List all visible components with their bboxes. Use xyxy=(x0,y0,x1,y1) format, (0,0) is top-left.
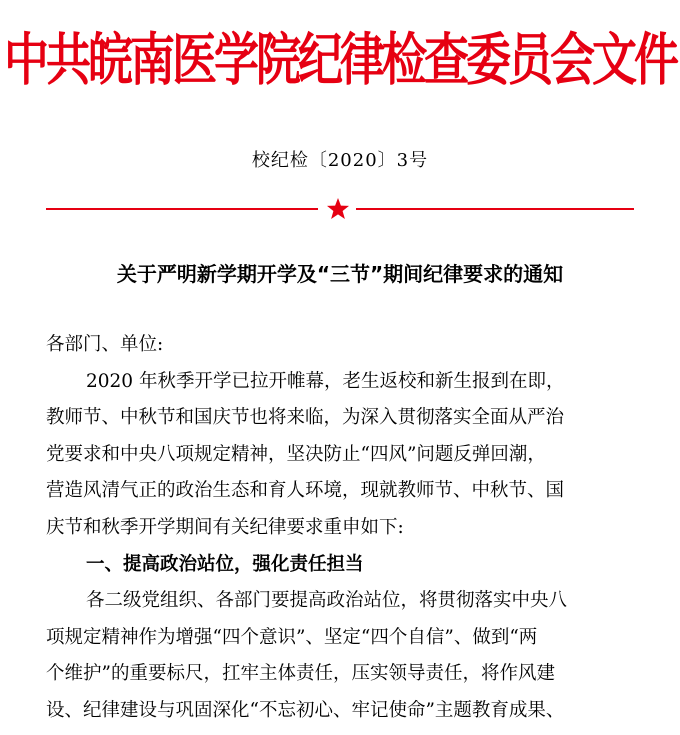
star-icon xyxy=(326,197,350,221)
red-divider-right xyxy=(356,208,634,210)
paragraph-line: 营造风清气正的政治生态和育人环境，现就教师节、中秋节、国 xyxy=(46,480,565,502)
section-heading: 一、提高政治站位，强化责任担当 xyxy=(86,553,364,575)
red-divider-left xyxy=(46,208,318,210)
document-header-title: 中共皖南医学院纪律检查委员会文件 xyxy=(3,26,676,93)
paragraph-line: 庆节和秋季开学期间有关纪律要求重申如下: xyxy=(46,516,404,538)
paragraph-line: 各二级党组织、各部门要提高政治站位，将贯彻落实中央八 xyxy=(86,590,568,612)
paragraph-1 xyxy=(46,364,638,547)
paragraph-line: 项规定精神作为增强“四个意识”、坚定“四个自信”、做到“两 xyxy=(46,626,538,648)
paragraph-2 xyxy=(46,583,638,729)
paragraph-line: 2020 年秋季开学已拉开帷幕，老生返校和新生报到在即， xyxy=(86,370,565,392)
notice-title: 关于严明新学期开学及“三节”期间纪律要求的通知 xyxy=(116,262,564,286)
paragraph-line: 教师节、中秋节和国庆节也将来临，为深入贯彻落实全面从严治 xyxy=(46,407,565,429)
paragraph-line: 设、纪律建设与巩固深化“不忘初心、牢记使命”主题教育成果、 xyxy=(46,699,565,721)
document-body xyxy=(46,327,638,730)
salutation: 各部门、单位: xyxy=(46,334,164,355)
paragraph-line: 个维护”的重要标尺，扛牢主体责任，压实领导责任，将作风建 xyxy=(46,663,555,685)
document-number: 校纪检〔2020〕3号 xyxy=(251,150,429,171)
paragraph-line: 党要求和中央八项规定精神，坚决防止“四风”问题反弹回潮， xyxy=(46,443,546,465)
